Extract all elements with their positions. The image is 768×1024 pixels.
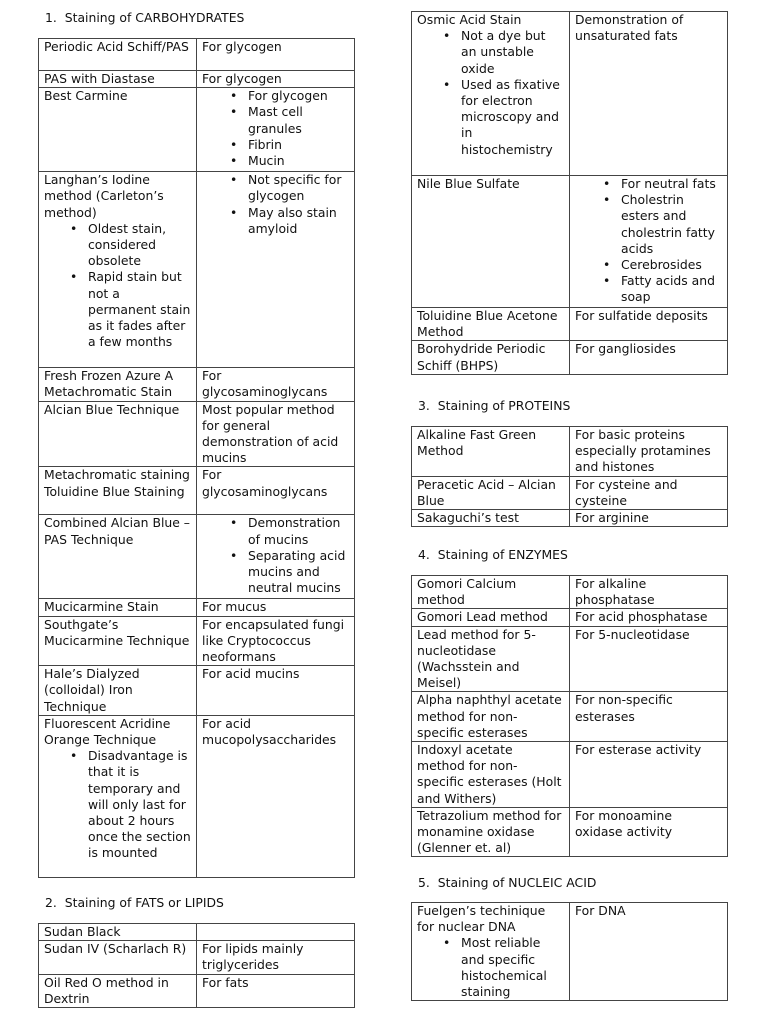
- method-cell: Peracetic Acid – Alcian Blue: [412, 476, 570, 509]
- use-cell: For glycosaminoglycans: [197, 467, 355, 515]
- method-cell: Gomori Calcium method: [412, 576, 570, 609]
- list-item: • Rapid stain but not a permanent stain as it fades after a few months: [88, 269, 191, 350]
- use-cell: For esterase activity: [570, 742, 728, 808]
- use-cell: For glycogen: [197, 71, 355, 88]
- method-cell: Alpha naphthyl acetate method for non-specific esterases: [412, 692, 570, 742]
- table-row: [412, 576, 728, 609]
- method-cell: Southgate’s Mucicarmine Technique: [39, 616, 197, 666]
- enzymes-table: [411, 575, 728, 857]
- lipids-table-continued: [411, 11, 728, 375]
- table-row: [39, 88, 355, 172]
- use-cell: [197, 515, 355, 599]
- list-item: • Cerebrosides: [621, 257, 722, 273]
- use-list: [202, 515, 349, 596]
- nucleic-acid-table: [411, 902, 728, 1001]
- table-row: [39, 924, 355, 941]
- list-item: • Used as fixative for electron microscopy and in histochemistry: [461, 77, 564, 158]
- list-item: • Oldest stain, considered obsolete: [88, 221, 191, 270]
- table-row: [39, 467, 355, 515]
- table-row: [412, 12, 728, 176]
- list-item: • Not specific for glycogen: [248, 172, 349, 204]
- carbohydrates-table: [38, 38, 355, 878]
- list-item: • Mucin: [248, 153, 349, 169]
- section-heading-enzymes: 4. Staining of ENZYMES: [418, 547, 568, 562]
- list-item: • Not a dye but an unstable oxide: [461, 28, 564, 77]
- use-cell: For gangliosides: [570, 341, 728, 374]
- table-row: [39, 974, 355, 1007]
- list-item: • For glycogen: [248, 88, 349, 104]
- list-item: • For neutral fats: [621, 176, 722, 192]
- method-cell: Toluidine Blue Acetone Method: [412, 308, 570, 341]
- method-cell: [412, 903, 570, 1001]
- method-cell: [412, 12, 570, 176]
- table-row: [412, 341, 728, 374]
- table-row: [412, 510, 728, 527]
- method-cell: Oil Red O method in Dextrin: [39, 974, 197, 1007]
- use-cell: Most popular method for general demonstration of acid mucins: [197, 401, 355, 467]
- table-row: [39, 515, 355, 599]
- method-name: Langhan’s Iodine method (Carleton’s method): [44, 172, 164, 220]
- list-item: • Demonstration of mucins: [248, 515, 349, 547]
- table-row: [412, 427, 728, 477]
- table-row: [412, 476, 728, 509]
- method-cell: Best Carmine: [39, 88, 197, 172]
- method-notes: [44, 221, 191, 351]
- table-row: [39, 616, 355, 666]
- table-row: [39, 39, 355, 71]
- use-cell: [197, 924, 355, 941]
- method-cell: Gomori Lead method: [412, 609, 570, 626]
- method-cell: Fresh Frozen Azure A Metachromatic Stain: [39, 368, 197, 401]
- table-row: [412, 626, 728, 692]
- table-row: [39, 401, 355, 467]
- use-cell: For basic proteins especially protamines and histones: [570, 427, 728, 477]
- table-row: [39, 666, 355, 716]
- method-cell: Hale’s Dialyzed (colloidal) Iron Technique: [39, 666, 197, 716]
- method-cell: Alkaline Fast Green Method: [412, 427, 570, 477]
- method-name: Osmic Acid Stain: [417, 12, 522, 27]
- table-row: [412, 903, 728, 1001]
- list-item: • Mast cell granules: [248, 104, 349, 136]
- list-item: • Separating acid mucins and neutral mucins: [248, 548, 349, 597]
- method-notes: [44, 748, 191, 861]
- use-cell: For acid mucins: [197, 666, 355, 716]
- use-cell: For DNA: [570, 903, 728, 1001]
- table-row: [39, 599, 355, 616]
- method-cell: Lead method for 5-nucleotidase (Wachsstein and Meisel): [412, 626, 570, 692]
- method-notes: [417, 28, 564, 158]
- table-row: [412, 692, 728, 742]
- method-cell: Sudan Black: [39, 924, 197, 941]
- method-cell: Indoxyl acetate method for non-specific esterases (Holt and Withers): [412, 742, 570, 808]
- method-cell: PAS with Diastase: [39, 71, 197, 88]
- table-row: [39, 368, 355, 401]
- list-item: • Most reliable and specific histochemical staining: [461, 935, 564, 1000]
- method-cell: [39, 172, 197, 368]
- use-cell: For mucus: [197, 599, 355, 616]
- list-item: • May also stain amyloid: [248, 205, 349, 237]
- method-cell: Nile Blue Sulfate: [412, 176, 570, 308]
- table-row: [39, 715, 355, 877]
- use-cell: For cysteine and cysteine: [570, 476, 728, 509]
- table-row: [412, 807, 728, 857]
- section-heading-lipids: 2. Staining of FATS or LIPIDS: [45, 895, 224, 910]
- use-cell: For monoamine oxidase activity: [570, 807, 728, 857]
- method-cell: Alcian Blue Technique: [39, 401, 197, 467]
- method-cell: Borohydride Periodic Schiff (BHPS): [412, 341, 570, 374]
- use-list: [202, 88, 349, 169]
- table-row: [412, 609, 728, 626]
- method-cell: Sudan IV (Scharlach R): [39, 941, 197, 974]
- method-cell: Combined Alcian Blue – PAS Technique: [39, 515, 197, 599]
- use-cell: [570, 176, 728, 308]
- list-item: • Fatty acids and soap: [621, 273, 722, 305]
- table-row: [412, 742, 728, 808]
- table-row: [412, 308, 728, 341]
- use-cell: Demonstration of unsaturated fats: [570, 12, 728, 176]
- section-heading-carbohydrates: 1. Staining of CARBOHYDRATES: [45, 10, 245, 25]
- use-cell: For glycosaminoglycans: [197, 368, 355, 401]
- use-cell: For lipids mainly triglycerides: [197, 941, 355, 974]
- use-cell: For encapsulated fungi like Cryptococcus neoformans: [197, 616, 355, 666]
- use-cell: For fats: [197, 974, 355, 1007]
- method-notes: [417, 935, 564, 1000]
- section-heading-nucleic-acid: 5. Staining of NUCLEIC ACID: [418, 875, 597, 890]
- list-item: • Fibrin: [248, 137, 349, 153]
- proteins-table: [411, 426, 728, 527]
- use-cell: For non-specific esterases: [570, 692, 728, 742]
- lipids-table: [38, 923, 355, 1008]
- use-cell: For arginine: [570, 510, 728, 527]
- use-cell: For glycogen: [197, 39, 355, 71]
- table-row: [39, 71, 355, 88]
- use-cell: For acid mucopolysaccharides: [197, 715, 355, 877]
- list-item: • Disadvantage is that it is temporary and will only last for about 2 hours once the section is mounted: [88, 748, 191, 861]
- use-cell: For alkaline phosphatase: [570, 576, 728, 609]
- table-row: [39, 941, 355, 974]
- method-cell: Periodic Acid Schiff/PAS: [39, 39, 197, 71]
- use-cell: [197, 172, 355, 368]
- section-heading-proteins: 3. Staining of PROTEINS: [418, 398, 571, 413]
- use-list: [575, 176, 722, 306]
- method-name: Fuelgen’s techinique for nuclear DNA: [417, 903, 546, 935]
- method-cell: Metachromatic staining Toluidine Blue Staining: [39, 467, 197, 515]
- use-cell: For acid phosphatase: [570, 609, 728, 626]
- use-cell: [197, 88, 355, 172]
- list-item: • Cholestrin esters and cholestrin fatty acids: [621, 192, 722, 257]
- table-row: [412, 176, 728, 308]
- use-list: [202, 172, 349, 237]
- method-cell: Sakaguchi’s test: [412, 510, 570, 527]
- use-cell: For 5-nucleotidase: [570, 626, 728, 692]
- method-name: Fluorescent Acridine Orange Technique: [44, 715, 171, 748]
- use-cell: For sulfatide deposits: [570, 308, 728, 341]
- method-cell: Tetrazolium method for monamine oxidase (Glenner et. al): [412, 807, 570, 857]
- method-cell: Mucicarmine Stain: [39, 599, 197, 616]
- method-cell: [39, 715, 197, 877]
- table-row: [39, 172, 355, 368]
